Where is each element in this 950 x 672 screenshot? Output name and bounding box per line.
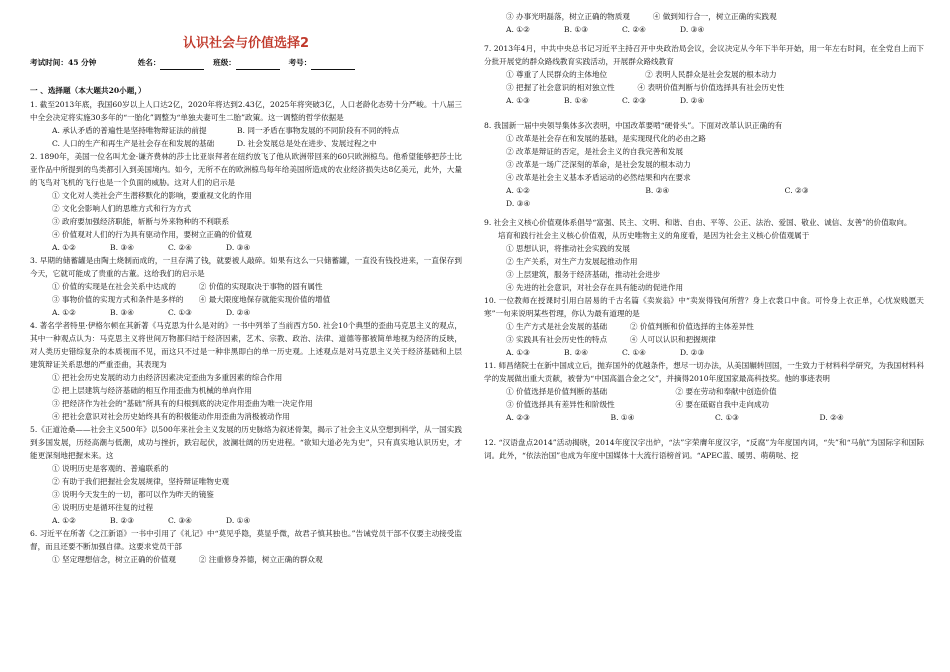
option[interactable]: ① 价值的实现是在社会关系中达成的 ② 价值的实现取决于事物的固有属性: [52, 282, 323, 291]
option[interactable]: ① 把社会历史发展的动力由经济因素决定歪曲为多重因素的综合作用: [52, 373, 283, 382]
choice[interactable]: B. ②④: [564, 348, 589, 357]
question-5: 5.《正道沧桑——社会主义500年》以500年来社会主义发展的历史脉络为叙述骨架，揭示了社会主义从空想到科学，从一国实践到多国发展，历经高潮与低潮，成功与挫折，跌宕起伏，波澜壮阔的历史进程。“欲知大道必先为史”，只有真实地认识历史，才能更深刻地把握未来。这: [30, 425, 462, 460]
choice-row: [30, 514, 462, 527]
question-11: 11. 师昌绪院士在新中国成立后，抛弃国外的优越条件，想尽一切办法，从美国辗转回国，一生致力于材料科学研究，为我国材料科学的发展做出重大贡献，被誉为“中国高温合金之父”，并摘得2010年度国家最高科技奖。他的事迹表明: [484, 361, 924, 383]
option[interactable]: ③ 把握了社会意识的相对独立性 ④ 表明价值判断与价值选择具有社会历史性: [506, 83, 785, 92]
choice[interactable]: A. ①②: [506, 25, 530, 34]
choice[interactable]: C. ②③: [784, 186, 809, 195]
question-9-sub: 培育和践行社会主义核心价值观，从历史唯物主义的角度看，是因为社会主义核心价值观属于: [498, 231, 810, 240]
option[interactable]: ③ 把经济作为社会的“基础”所具有的归根到底的决定作用歪曲为唯一决定作用: [52, 399, 313, 408]
choice[interactable]: B. ②③: [110, 516, 135, 525]
question-8: 8. 我国新一届中央领导集体多次表明，中国改革要啃“硬骨头”。下面对改革认识正确的有: [484, 121, 783, 130]
option[interactable]: ② 文化会影响人们的思维方式和行为方式: [52, 204, 192, 213]
option[interactable]: ③ 实践具有社会历史性的特点 ④ 人可以认识和把握规律: [506, 335, 716, 344]
document-title: 认识社会与价值选择2: [182, 36, 310, 51]
option[interactable]: ③ 改革是一场广泛深刻的革命，是社会发展的根本动力: [506, 160, 691, 169]
option[interactable]: ① 思想认识，将推动社会实践的发展: [506, 244, 630, 253]
choice[interactable]: B. ①④: [610, 413, 635, 422]
question-3: 3. 早期的储蓄罐是由陶土烧制而成的，一旦存满了钱，就要被人敲碎。如果有这么一只储蓄罐，一直没有钱投进来，一直保存到今天，它就可能成了贵重的古董。这给我们的启示是: [30, 256, 462, 278]
choice[interactable]: B. ①③: [564, 25, 589, 34]
choice[interactable]: A. ①③: [506, 348, 530, 357]
option[interactable]: ① 坚定理想信念，树立正确的价值观 ② 注重修身养德，树立正确的群众观: [52, 555, 323, 564]
choice[interactable]: A. ①②: [52, 243, 76, 252]
class-label: 班级：: [213, 58, 236, 67]
choice[interactable]: C. ③④: [168, 516, 192, 525]
choice[interactable]: B. ③④: [110, 243, 135, 252]
option[interactable]: ① 生产方式是社会发展的基础 ② 价值判断和价值选择的主体差异性: [506, 322, 754, 331]
choice-row: [484, 23, 924, 36]
option[interactable]: ② 改革是辩证的否定，是社会主义的自我完善和发展: [506, 147, 684, 156]
choice[interactable]: C. ②④: [622, 25, 646, 34]
option[interactable]: ④ 说明历史是循环往复的过程: [52, 503, 154, 512]
choice[interactable]: D. ①④: [226, 516, 251, 525]
choice-row: [30, 306, 462, 319]
class-blank[interactable]: [236, 59, 280, 70]
option[interactable]: A. 承认矛盾的普遍性是坚持唯物辩证法的前提 B. 同一矛盾在事物发展的不同阶段有不同的特点: [52, 126, 400, 135]
question-1: 1. 截至2013年底，我国60岁以上人口达2亿，2020年将达到2.43亿，2025年将突破3亿，人口老龄化态势十分严峻。十八届三中全会决定将实施30多年的“一胎化”调整为“单独夫妻可生二胎”政策。这一调整的哲学依据是: [30, 100, 462, 122]
option[interactable]: ② 把上层建筑与经济基础的相互作用歪曲为机械的单向作用: [52, 386, 252, 395]
option[interactable]: ① 改革是社会存在和发展的基础，是实现现代化的必由之路: [506, 134, 706, 143]
section-heading: 一 、选择题（本大题共20小题，）: [30, 86, 146, 95]
choice[interactable]: B. ③④: [110, 308, 135, 317]
option[interactable]: ② 有助于我们把握社会发展规律，坚持辩证唯物史观: [52, 477, 230, 486]
option[interactable]: ① 价值选择是价值判断的基础 ② 要在劳动和奉献中创造价值: [506, 387, 777, 396]
option[interactable]: ① 文化对人类社会产生潜移默化的影响，要重视文化的作用: [52, 191, 252, 200]
choice[interactable]: A. ②③: [506, 413, 530, 422]
choice[interactable]: D. ②④: [680, 96, 705, 105]
option[interactable]: ③ 说明今天发生的一切，都可以作为昨天的镜鉴: [52, 490, 214, 499]
option[interactable]: ② 生产关系，对生产力发展起推动作用: [506, 257, 638, 266]
number-label: 考号：: [288, 58, 312, 67]
name-label: 姓名：: [137, 58, 161, 67]
choice-row: [484, 346, 924, 359]
choice[interactable]: A. ①③: [506, 96, 530, 105]
choice[interactable]: A. ①②: [52, 516, 76, 525]
question-12: 12. “汉语盘点2014”活动揭晓，2014年度汉字出炉，“法”字荣膺年度汉字，“反腐”为年度国内词，“失”和“马航”为国际字和国际词。此外，“依法治国”也成为年度中国媒体十大流行语榜首词。“APEC蓝、暖男、萌萌哒、挖: [484, 438, 924, 460]
option[interactable]: ① 尊重了人民群众的主体地位 ② 表明人民群众是社会发展的根本动力: [506, 70, 777, 79]
choice[interactable]: C. ②③: [622, 96, 646, 105]
option[interactable]: C. 人口的生产和再生产是社会存在和发展的基础 D. 社会发展总是处在进步、发展过程之中: [52, 139, 377, 148]
right-column: [484, 10, 924, 462]
choice[interactable]: D. ③④: [226, 243, 251, 252]
question-7: 7. 2013年4月，中共中央总书记习近平主持召开中央政治局会议，会议决定从今年下半年开始，用一年左右时间，在全党自上而下分批开展党的群众路线教育实践活动，开展群众路线教育: [484, 44, 924, 66]
exam-meta: [30, 56, 462, 70]
choice[interactable]: C. ①③: [168, 308, 192, 317]
option[interactable]: ④ 先进的社会意识，对社会存在具有能动的促进作用: [506, 283, 684, 292]
choice[interactable]: B. ②④: [645, 186, 670, 195]
option[interactable]: ④ 价值观对人们的行为具有驱动作用，要树立正确的价值观: [52, 230, 252, 239]
choice-row: [484, 184, 924, 197]
choice[interactable]: D. ②③: [680, 348, 705, 357]
choice[interactable]: C. ①③: [715, 413, 739, 422]
left-column: [30, 0, 462, 566]
question-2: 2. 1890年，美国一位名叫尤金·谦齐费林的莎士比亚崇拜者在纽约放飞了他从欧洲带回来的60只欧洲椋鸟。他希望能够把莎士比亚作品中所提到的鸟类都引入到美国境内。如今，无所不在的欧洲椋鸟每年给美国所造成的农业经济损失达8亿美元，此外，大量的飞鸟对飞机的飞行也是一个负面的威胁。这对人们的启示是: [30, 152, 462, 187]
option[interactable]: ③ 事物价值的实现方式和条件是多样的 ④ 最大限度地保存就能实现价值的增值: [52, 295, 331, 304]
choice[interactable]: D. ②④: [819, 413, 844, 422]
question-9: 9. 社会主义核心价值观体系倡导“富强、民主、文明、和谐、自由、平等、公正、法治、爱国、敬业、诚信、友善”的价值取向。: [484, 218, 912, 227]
option[interactable]: ① 说明历史是客观的、普遍联系的: [52, 464, 169, 473]
option[interactable]: ③ 上层建筑，服务于经济基础，推动社会进步: [506, 270, 661, 279]
option[interactable]: ③ 政府要加强经济职能，斩断与外来物种的不利联系: [52, 217, 230, 226]
exam-time: 考试时间：45 分钟: [30, 58, 97, 67]
choice[interactable]: D. ②④: [226, 308, 251, 317]
choice[interactable]: A. ①②: [506, 186, 530, 195]
choice[interactable]: B. ①④: [564, 96, 589, 105]
choice[interactable]: C. ②④: [168, 243, 192, 252]
option[interactable]: ④ 改革是社会主义基本矛盾运动的必然结果和内在要求: [506, 173, 691, 182]
choice[interactable]: D. ③④: [680, 25, 705, 34]
option[interactable]: ④ 把社会意识对社会历史始终具有的积极能动作用歪曲为消极被动作用: [52, 412, 290, 421]
question-10: 10. 一位教师在授课时引用白居易的千古名篇《卖炭翁》中“卖炭得钱何所营？身上衣裳口中食。可怜身上衣正单，心忧炭贱愿天寒”一句来说明某些哲理，你认为最有道理的是: [484, 296, 924, 318]
name-blank[interactable]: [160, 59, 204, 70]
choice-row: [30, 241, 462, 254]
choice[interactable]: C. ①④: [622, 348, 646, 357]
choice-row: [484, 411, 924, 424]
option[interactable]: ③ 办事光明磊落，树立正确的物质观 ④ 做到知行合一，树立正确的实践观: [506, 12, 777, 21]
choice-row: [484, 94, 924, 107]
option[interactable]: ③ 价值选择具有差异性和阶级性 ④ 要在砥砺自我中走向成功: [506, 400, 770, 409]
question-6: 6. 习近平在所著《之江新语》一书中引用了《礼记》中“莫见乎隐，莫显乎微，故君子慎其独也。”告诫党员干部不仅要主动接受监督，而且还要不断加强自律。这要求党员干部: [30, 529, 462, 551]
choice[interactable]: A. ①②: [52, 308, 76, 317]
choice[interactable]: D. ③④: [506, 199, 531, 208]
question-4: 4. 著名学者特里·伊格尔顿在其新著《马克思为什么是对的》一书中列举了当前西方50. 社会10个典型的歪曲马克思主义的观点，其中一种观点认为：马克思主义将世间万物都归结于经济因素，艺术、宗教、政治、法律、道德等都被简单地视为经济的反映，对人类历史错综复杂的本质视而不见，而这只不过是一种非黑即白的单一历史观。上述观点是对马克思主义关于经济基础和上层建筑辩证关系思想的严重歪曲，其表现为: [30, 321, 462, 369]
number-blank[interactable]: [311, 59, 355, 70]
